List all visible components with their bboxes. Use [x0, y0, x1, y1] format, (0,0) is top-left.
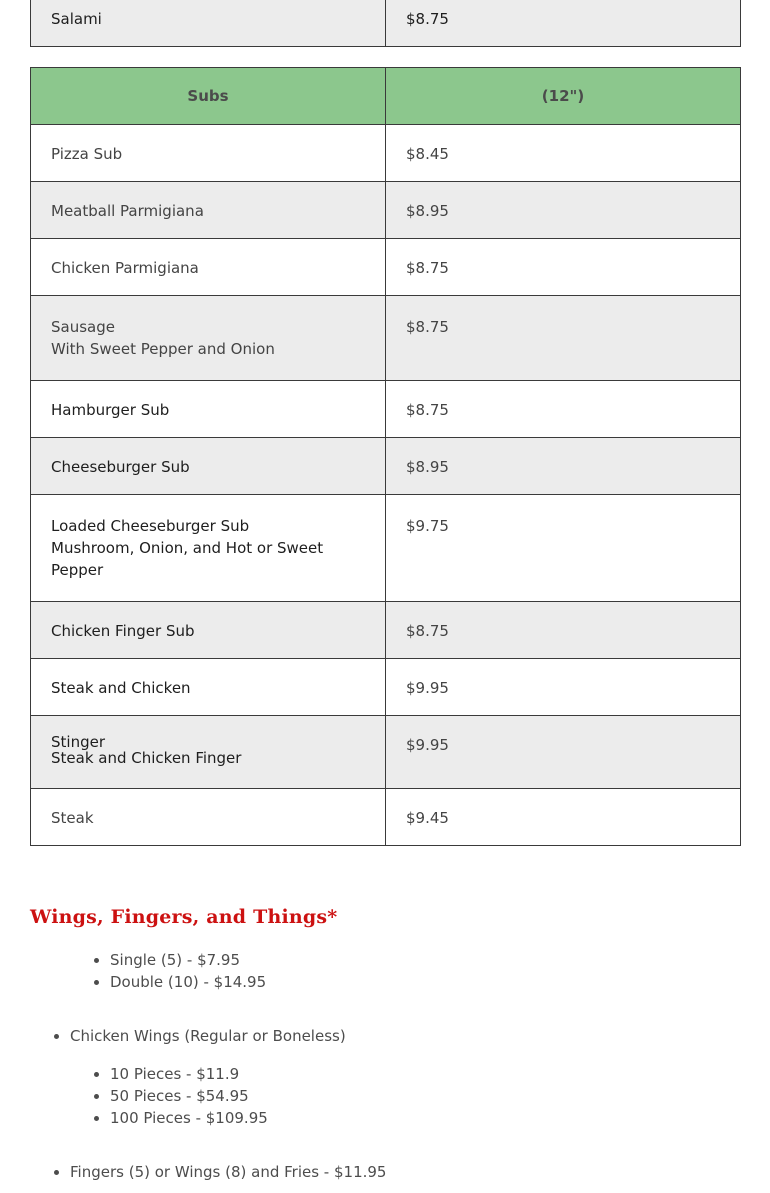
item-name: Stinger Steak and Chicken Finger	[31, 716, 386, 789]
item-price: $8.95	[386, 182, 741, 239]
item-price: $9.45	[386, 789, 741, 846]
table-row	[31, 0, 741, 47]
table-row	[31, 659, 741, 716]
table-row	[31, 381, 741, 438]
previous-menu-table	[30, 0, 740, 47]
item-name: Chicken Parmigiana	[31, 239, 386, 296]
item-price: $9.75	[386, 495, 741, 602]
list-item: • Fingers (5) or Wings (8) and Fries - $11.95	[70, 1161, 386, 1183]
item-price: $8.75	[386, 296, 741, 381]
item-price: $8.75	[386, 0, 741, 47]
list-item: • 100 Pieces - $109.95	[110, 1107, 268, 1129]
item-name: Pizza Sub	[31, 125, 386, 182]
table-row	[31, 716, 741, 789]
subs-column-header: Subs	[31, 68, 386, 125]
list-item: • Single (5) - $7.95	[110, 949, 266, 971]
item-name: Meatball Parmigiana	[31, 182, 386, 239]
chicken-wings-list	[70, 1025, 346, 1047]
item-price: $8.75	[386, 602, 741, 659]
list-item: • Chicken Wings (Regular or Boneless)	[70, 1025, 346, 1047]
combo-list	[70, 1161, 386, 1183]
item-name: Hamburger Sub	[31, 381, 386, 438]
table-row	[31, 495, 741, 602]
table-row	[31, 602, 741, 659]
subs-table	[30, 67, 740, 846]
table-row	[31, 789, 741, 846]
table-header-row	[31, 68, 741, 125]
section-title: Wings, Fingers, and Things*	[30, 906, 338, 928]
table-row	[31, 296, 741, 381]
table-row	[31, 182, 741, 239]
item-name: Sausage With Sweet Pepper and Onion	[31, 296, 386, 381]
item-name: Cheeseburger Sub	[31, 438, 386, 495]
item-price: $9.95	[386, 659, 741, 716]
wing-pieces-list	[110, 1063, 268, 1129]
item-name: Chicken Finger Sub	[31, 602, 386, 659]
item-price: $8.45	[386, 125, 741, 182]
table-row	[31, 239, 741, 296]
list-item: • 10 Pieces - $11.9	[110, 1063, 268, 1085]
table-row	[31, 438, 741, 495]
item-price: $8.75	[386, 239, 741, 296]
list-item: • 50 Pieces - $54.95	[110, 1085, 268, 1107]
item-name: Salami	[31, 0, 386, 47]
item-name: Steak and Chicken	[31, 659, 386, 716]
item-price: $8.75	[386, 381, 741, 438]
size-column-header: (12")	[386, 68, 741, 125]
list-item: • Double (10) - $14.95	[110, 971, 266, 993]
item-name: Steak	[31, 789, 386, 846]
item-name: Loaded Cheeseburger Sub Mushroom, Onion, and Hot or Sweet Pepper	[31, 495, 386, 602]
table-row	[31, 125, 741, 182]
wing-size-list	[110, 949, 266, 993]
item-price: $9.95	[386, 716, 741, 789]
item-price: $8.95	[386, 438, 741, 495]
